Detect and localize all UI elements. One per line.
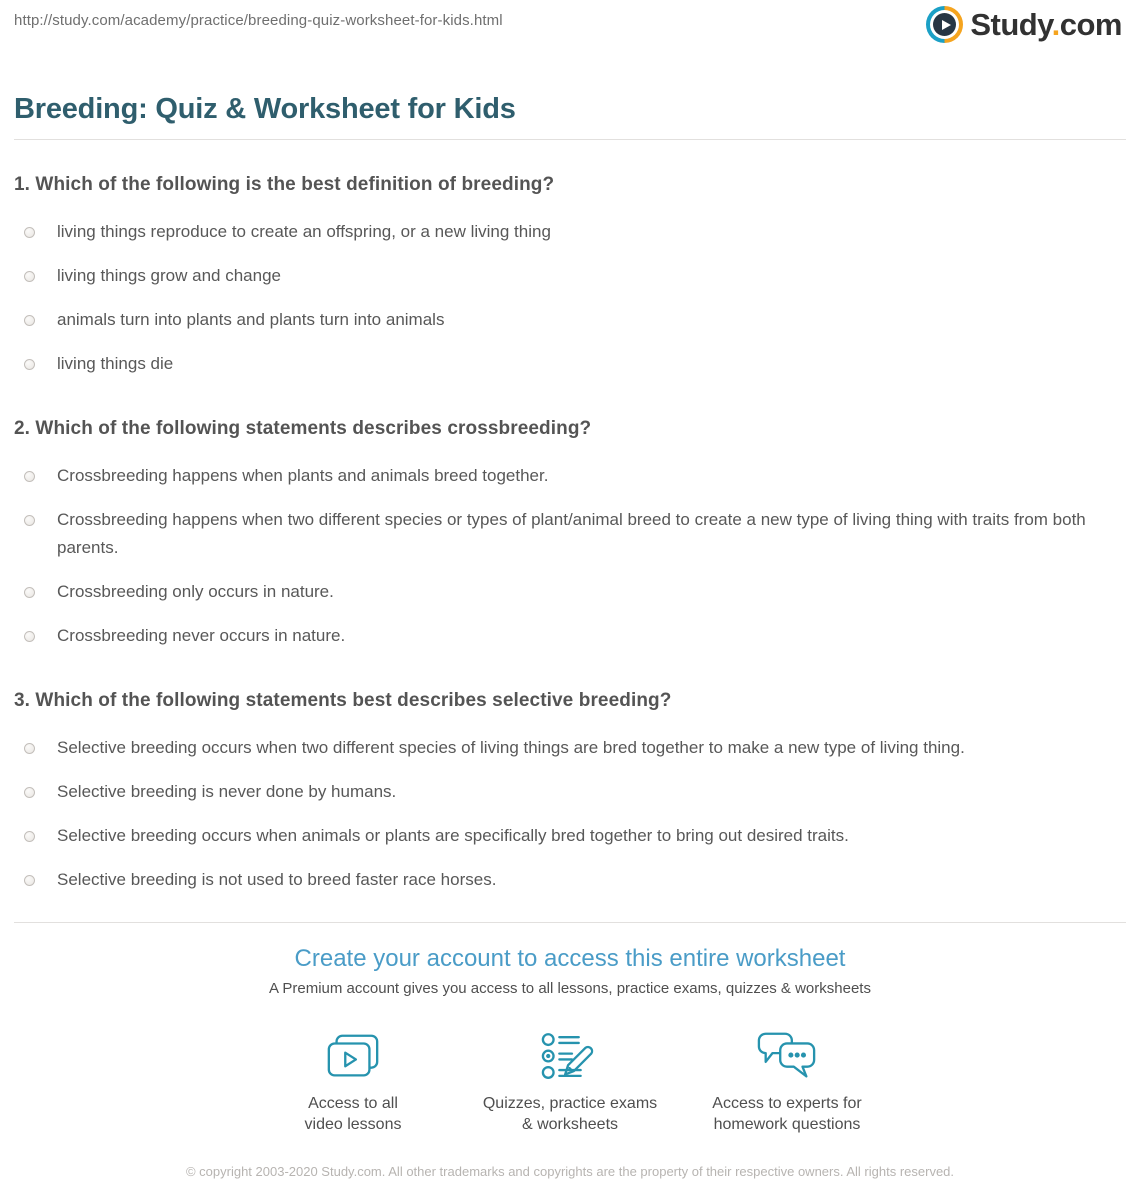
question-1 [14, 174, 1126, 378]
source-url: http://study.com/academy/practice/breeding-quiz-worksheet-for-kids.html [14, 12, 503, 29]
answer-option-label: Selective breeding is not used to breed faster race horses. [57, 870, 497, 889]
feature-expert-help [679, 1027, 896, 1135]
radio-button[interactable] [24, 359, 35, 370]
radio-button[interactable] [24, 515, 35, 526]
answer-option-label: Selective breeding occurs when two different species of living things are bred together to make a new type of living thing. [57, 738, 965, 757]
question-3 [14, 690, 1126, 894]
question-1-prompt: 1. Which of the following is the best definition of breeding? [14, 174, 555, 195]
feature-label-line: Quizzes, practice exams [482, 1095, 658, 1112]
answer-option-label: Crossbreeding only occurs in nature. [57, 582, 334, 601]
radio-button[interactable] [24, 271, 35, 282]
answer-option-label: Selective breeding occurs when animals or plants are specifically bred together to bring out desired traits. [57, 826, 849, 845]
answer-option-label: living things grow and change [57, 266, 281, 285]
feature-label [245, 1093, 462, 1135]
feature-video-lessons [245, 1027, 462, 1135]
answer-option[interactable] [14, 866, 1126, 894]
title-divider [14, 139, 1126, 140]
answer-option[interactable] [14, 462, 1126, 490]
answer-option-label: living things reproduce to create an offspring, or a new living thing [57, 222, 551, 241]
radio-button[interactable] [24, 315, 35, 326]
answer-option[interactable] [14, 622, 1126, 650]
play-triangle-icon [942, 20, 951, 30]
answer-option-label: Crossbreeding never occurs in nature. [57, 626, 346, 645]
feature-label [679, 1093, 896, 1135]
radio-button[interactable] [24, 631, 35, 642]
chat-experts-icon [679, 1027, 896, 1083]
answer-option[interactable] [14, 822, 1126, 850]
studycom-logo-text [970, 9, 1122, 40]
question-1-options [14, 218, 1126, 378]
studycom-logo[interactable] [926, 6, 1122, 43]
answer-option-label: animals turn into plants and plants turn into animals [57, 310, 445, 329]
cta-section [0, 945, 1140, 1135]
quiz-worksheet-icon [462, 1027, 679, 1083]
logo-word-com: com [1059, 7, 1122, 42]
feature-label-line: Access to experts for [712, 1095, 862, 1112]
radio-button[interactable] [24, 743, 35, 754]
answer-option[interactable] [14, 506, 1126, 562]
answer-option-label: Crossbreeding happens when two different species or types of plant/animal breed to create a new type of living thing with traits from both parents. [57, 510, 1086, 557]
radio-button[interactable] [24, 831, 35, 842]
radio-button[interactable] [24, 875, 35, 886]
logo-core [933, 13, 956, 36]
answer-option[interactable] [14, 578, 1126, 606]
question-3-options [14, 734, 1126, 894]
answer-option[interactable] [14, 306, 1126, 334]
feature-quizzes-worksheets [462, 1027, 679, 1135]
radio-button[interactable] [24, 227, 35, 238]
answer-option[interactable] [14, 262, 1126, 290]
page-footer [0, 1163, 1140, 1181]
cta-subheading: A Premium account gives you access to all lessons, practice exams, quizzes & worksheets [269, 980, 871, 997]
logo-ring-gap [930, 10, 959, 39]
video-lessons-icon [245, 1027, 462, 1083]
question-2 [14, 418, 1126, 650]
cta-divider [14, 922, 1126, 923]
answer-option[interactable] [14, 778, 1126, 806]
copyright-text: © copyright 2003-2020 Study.com. All other trademarks and copyrights are the property of their respective owners. All rights reserved. [185, 1164, 955, 1179]
studycom-play-icon [926, 6, 963, 43]
answer-option[interactable] [14, 218, 1126, 246]
feature-label [462, 1093, 679, 1135]
page-title: Breeding: Quiz & Worksheet for Kids [14, 93, 516, 125]
radio-button[interactable] [24, 587, 35, 598]
answer-option-label: living things die [57, 354, 174, 373]
answer-option[interactable] [14, 734, 1126, 762]
radio-button[interactable] [24, 787, 35, 798]
feature-label-line: & worksheets [521, 1116, 619, 1133]
question-2-prompt: 2. Which of the following statements describes crossbreeding? [14, 418, 592, 439]
question-3-prompt: 3. Which of the following statements best describes selective breeding? [14, 690, 672, 711]
feature-label-line: Access to all [308, 1095, 398, 1112]
answer-option-label: Selective breeding is never done by humans. [57, 782, 397, 801]
question-2-options [14, 462, 1126, 650]
cta-heading: Create your account to access this entire worksheet [294, 945, 846, 972]
answer-option[interactable] [14, 350, 1126, 378]
feature-label-line: video lessons [304, 1116, 402, 1133]
radio-button[interactable] [24, 471, 35, 482]
page-header [0, 0, 1140, 48]
feature-label-line: homework questions [713, 1116, 861, 1133]
answer-option-label: Crossbreeding happens when plants and animals breed together. [57, 466, 549, 485]
features-row [0, 1027, 1140, 1135]
logo-word-study: Study [970, 7, 1052, 42]
logo-dot: . [1051, 7, 1060, 42]
